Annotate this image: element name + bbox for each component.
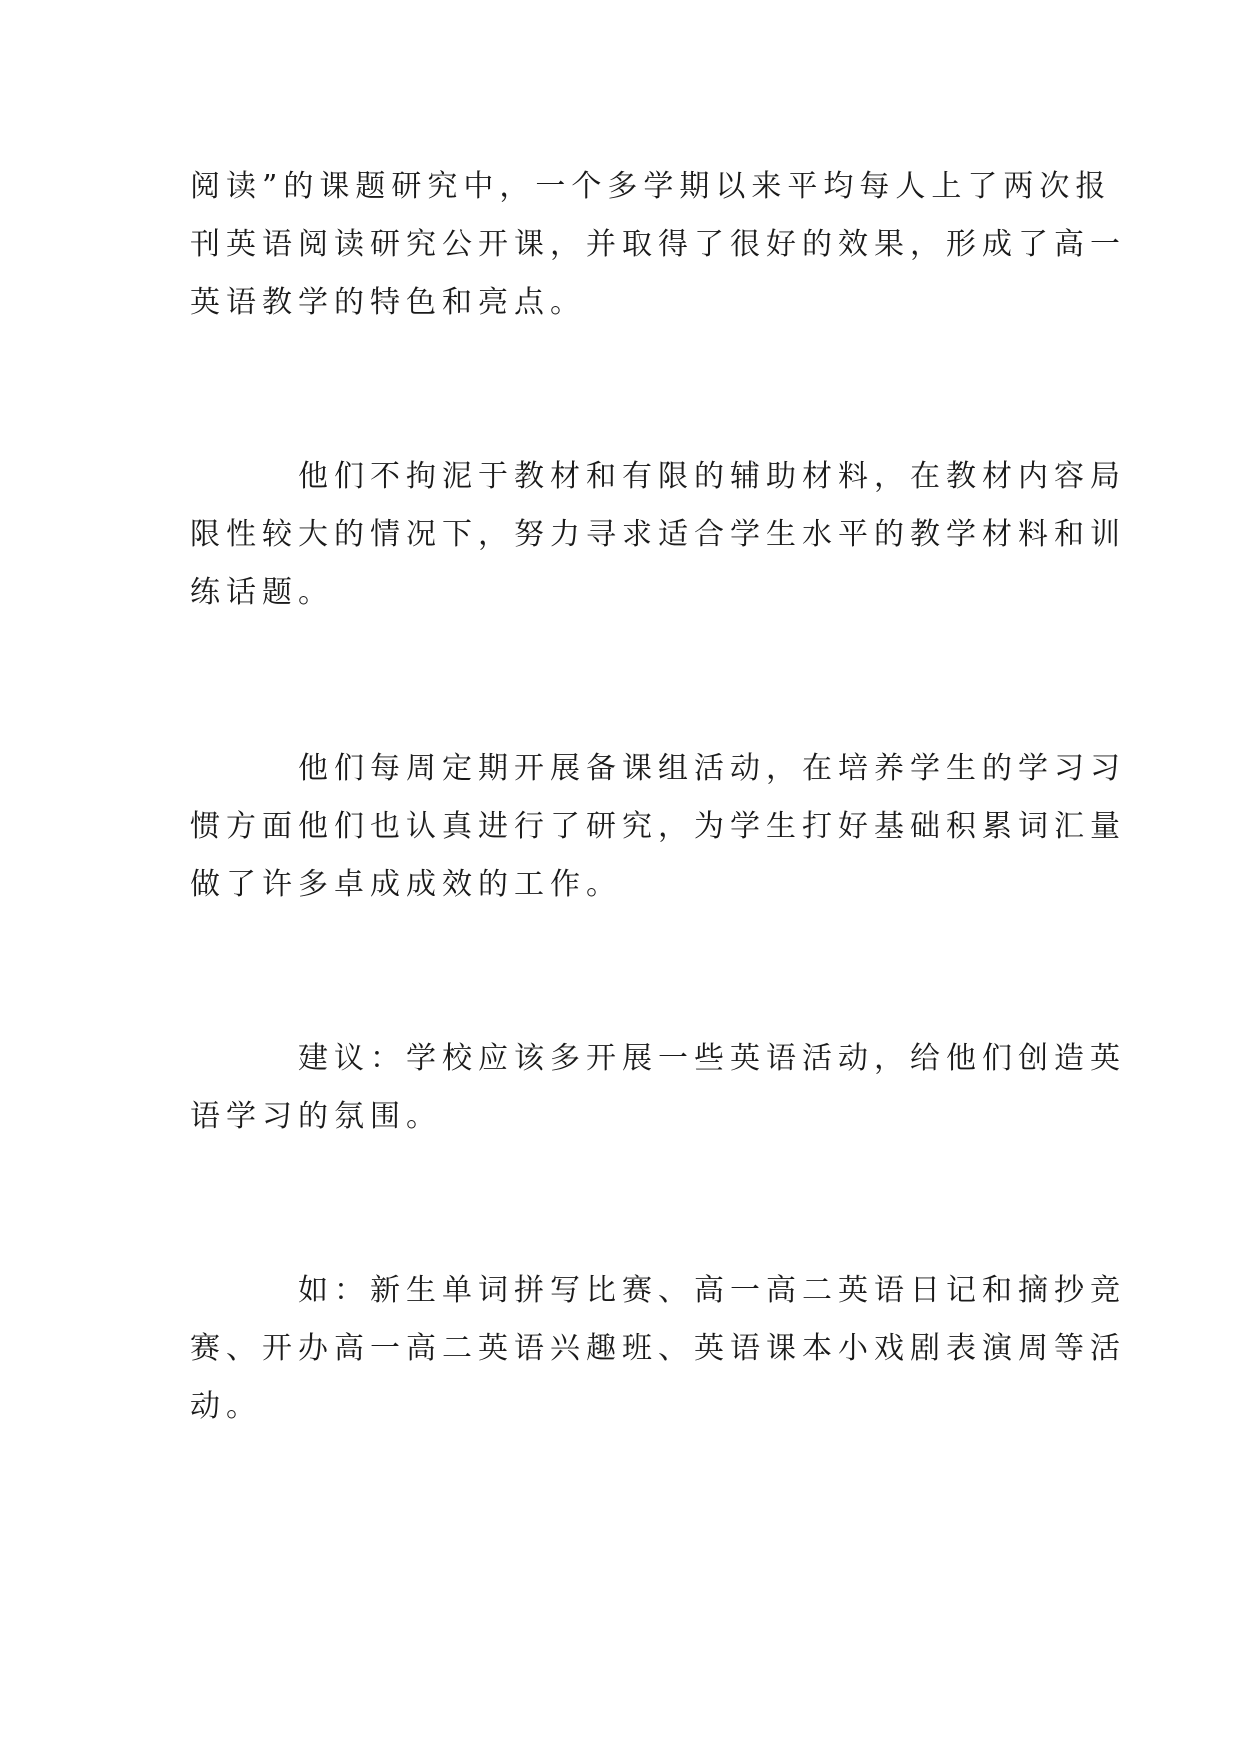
paragraph-line: 练话题。 [190, 575, 334, 610]
paragraph-line: 赛、开办高一高二英语兴趣班、英语课本小戏剧表演周等活 [190, 1331, 1126, 1366]
paragraph-4 [190, 1030, 1126, 1146]
paragraph-line: 阅读”的课题研究中，一个多学期以来平均每人上了两次报 [190, 169, 1112, 204]
paragraph-line: 限性较大的情况下，努力寻求适合学生水平的教学材料和训 [190, 517, 1126, 552]
paragraph-3 [190, 740, 1126, 914]
paragraph-line: 他们每周定期开展备课组活动，在培养学生的学习习 [190, 751, 1126, 786]
paragraph-1 [190, 158, 1126, 332]
paragraph-line: 建议：学校应该多开展一些英语活动，给他们创造英 [190, 1041, 1126, 1076]
paragraph-line: 刊英语阅读研究公开课，并取得了很好的效果，形成了高一 [190, 227, 1126, 262]
paragraph-line: 他们不拘泥于教材和有限的辅助材料，在教材内容局 [190, 459, 1126, 494]
paragraph-line: 英语教学的特色和亮点。 [190, 285, 586, 320]
paragraph-5 [190, 1262, 1126, 1436]
paragraph-line: 惯方面他们也认真进行了研究，为学生打好基础积累词汇量 [190, 809, 1126, 844]
paragraph-line: 如：新生单词拼写比赛、高一高二英语日记和摘抄竞 [190, 1273, 1126, 1308]
paragraph-line: 动。 [190, 1389, 262, 1424]
paragraph-line: 做了许多卓成成效的工作。 [190, 867, 622, 902]
paragraph-line: 语学习的氛围。 [190, 1099, 442, 1134]
paragraph-2 [190, 448, 1126, 622]
